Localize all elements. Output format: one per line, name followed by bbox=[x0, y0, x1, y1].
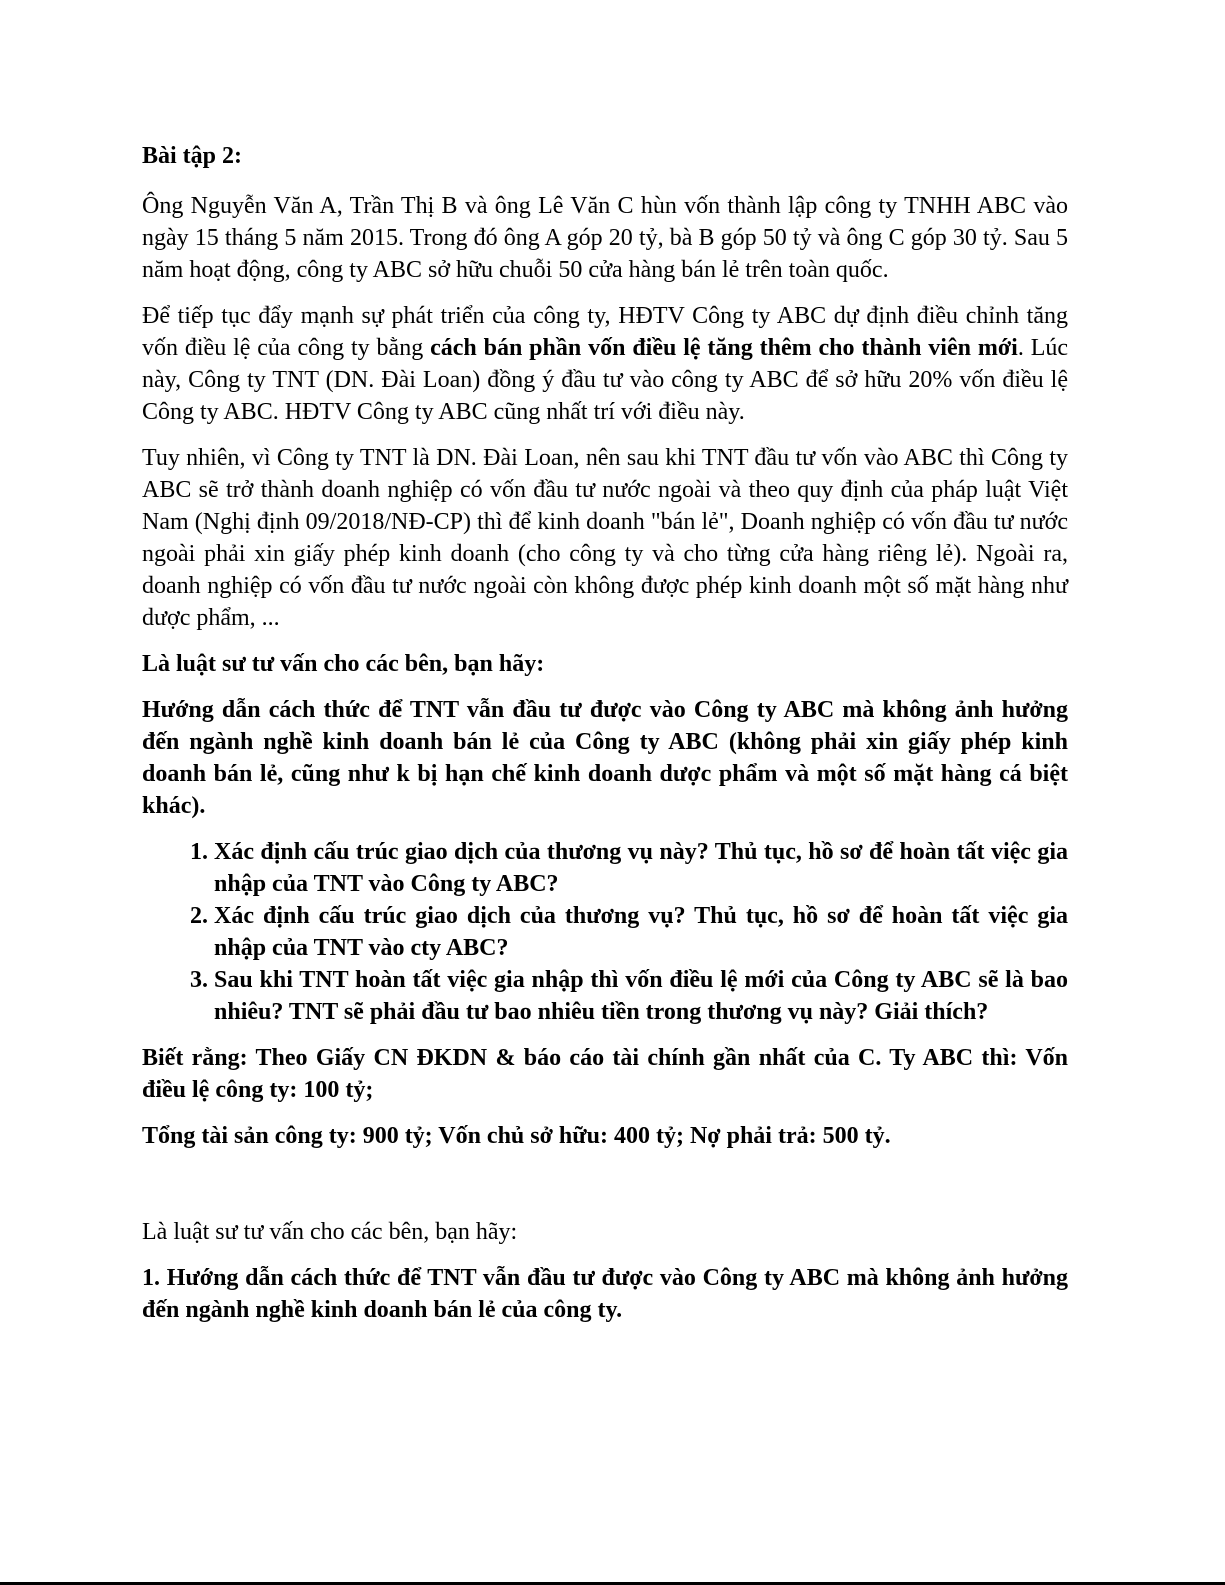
spacer bbox=[142, 1166, 1068, 1216]
task-intro-plain: Là luật sư tư vấn cho các bên, bạn hãy: bbox=[142, 1219, 518, 1245]
paragraph-capital-increase-bold: cách bán phần vốn điều lệ tăng thêm cho thành viên mới bbox=[430, 335, 1018, 361]
question-item: 2. Xác định cấu trúc giao dịch của thương vụ? Thủ tục, hồ sơ để hoàn tất việc gia nhập của TNT vào cty ABC? bbox=[214, 900, 1068, 964]
document-page bbox=[142, 140, 1068, 1340]
financial-totals: Tổng tài sản công ty: 900 tỷ; Vốn chủ sở hữu: 400 tỷ; Nợ phải trả: 500 tỷ. bbox=[142, 1123, 891, 1149]
paragraph-capital-increase-text-2: . Lúc này, Công ty TNT (DN. Đài Loan) đồng ý đầu tư vào công ty ABC để sở hữu 20% vốn điều lệ Công ty ABC. HĐTV Công ty ABC cũng nhất trí với điều này. bbox=[142, 335, 1069, 425]
question-item: 3. Sau khi TNT hoàn tất việc gia nhập thì vốn điều lệ mới của Công ty ABC sẽ là bao nhiêu? TNT sẽ phải đầu tư bao nhiêu tiền trong thương vụ này? Giải thích? bbox=[214, 964, 1068, 1028]
task-guidance: Hướng dẫn cách thức để TNT vẫn đầu tư được vào Công ty ABC mà không ảnh hưởng đến ngành nghề kinh doanh bán lẻ của Công ty ABC (không phải xin giấy phép kinh doanh bán lẻ, cũng như k bị hạn chế kinh doanh dược phẩm và một số mặt hàng cá biệt khác). bbox=[142, 697, 1068, 819]
question-item: 1. Xác định cấu trúc giao dịch của thương vụ này? Thủ tục, hồ sơ để hoàn tất việc gia nhập của TNT vào Công ty ABC? bbox=[214, 836, 1068, 900]
paragraph-capital-increase-text-1: Để tiếp tục đẩy mạnh sự phát triển của công ty, HĐTV Công ty ABC dự định điều chỉnh tăng vốn điều lệ của công ty bằng bbox=[142, 303, 1068, 361]
paragraph-founding: Ông Nguyễn Văn A, Trần Thị B và ông Lê Văn C hùn vốn thành lập công ty TNHH ABC vào ngày 15 tháng 5 năm 2015. Trong đó ông A góp 20 tỷ, bà B góp 50 tỷ và ông C góp 30 tỷ. Sau 5 năm hoạt động, công ty ABC sở hữu chuỗi 50 cửa hàng bán lẻ trên toàn quốc. bbox=[142, 193, 1068, 283]
final-task-item: 1. Hướng dẫn cách thức để TNT vẫn đầu tư được vào Công ty ABC mà không ảnh hưởng đến ngành nghề kinh doanh bán lẻ của công ty. bbox=[142, 1265, 1068, 1323]
known-facts: Biết rằng: Theo Giấy CN ĐKDN & báo cáo tài chính gần nhất của C. Ty ABC thì: Vốn điều lệ công ty: 100 tỷ; bbox=[142, 1045, 1068, 1103]
paragraph-foreign-investment: Tuy nhiên, vì Công ty TNT là DN. Đài Loan, nên sau khi TNT đầu tư vốn vào ABC thì Công ty ABC sẽ trở thành doanh nghiệp có vốn đầu tư nước ngoài và theo quy định của pháp luật Việt Nam (Nghị định 09/2018/NĐ-CP) thì để kinh doanh "bán lẻ", Doanh nghiệp có vốn đầu tư nước ngoài phải xin giấy phép kinh doanh (cho công ty và cho từng cửa hàng riêng lẻ). Ngoài ra, doanh nghiệp có vốn đầu tư nước ngoài còn không được phép kinh doanh một số mặt hàng như dược phẩm, ... bbox=[142, 445, 1068, 631]
task-intro-bold: Là luật sư tư vấn cho các bên, bạn hãy: bbox=[142, 651, 545, 677]
paragraph-capital-increase bbox=[142, 300, 1068, 428]
question-list bbox=[142, 836, 1068, 1028]
exercise-heading: Bài tập 2: bbox=[142, 143, 243, 169]
